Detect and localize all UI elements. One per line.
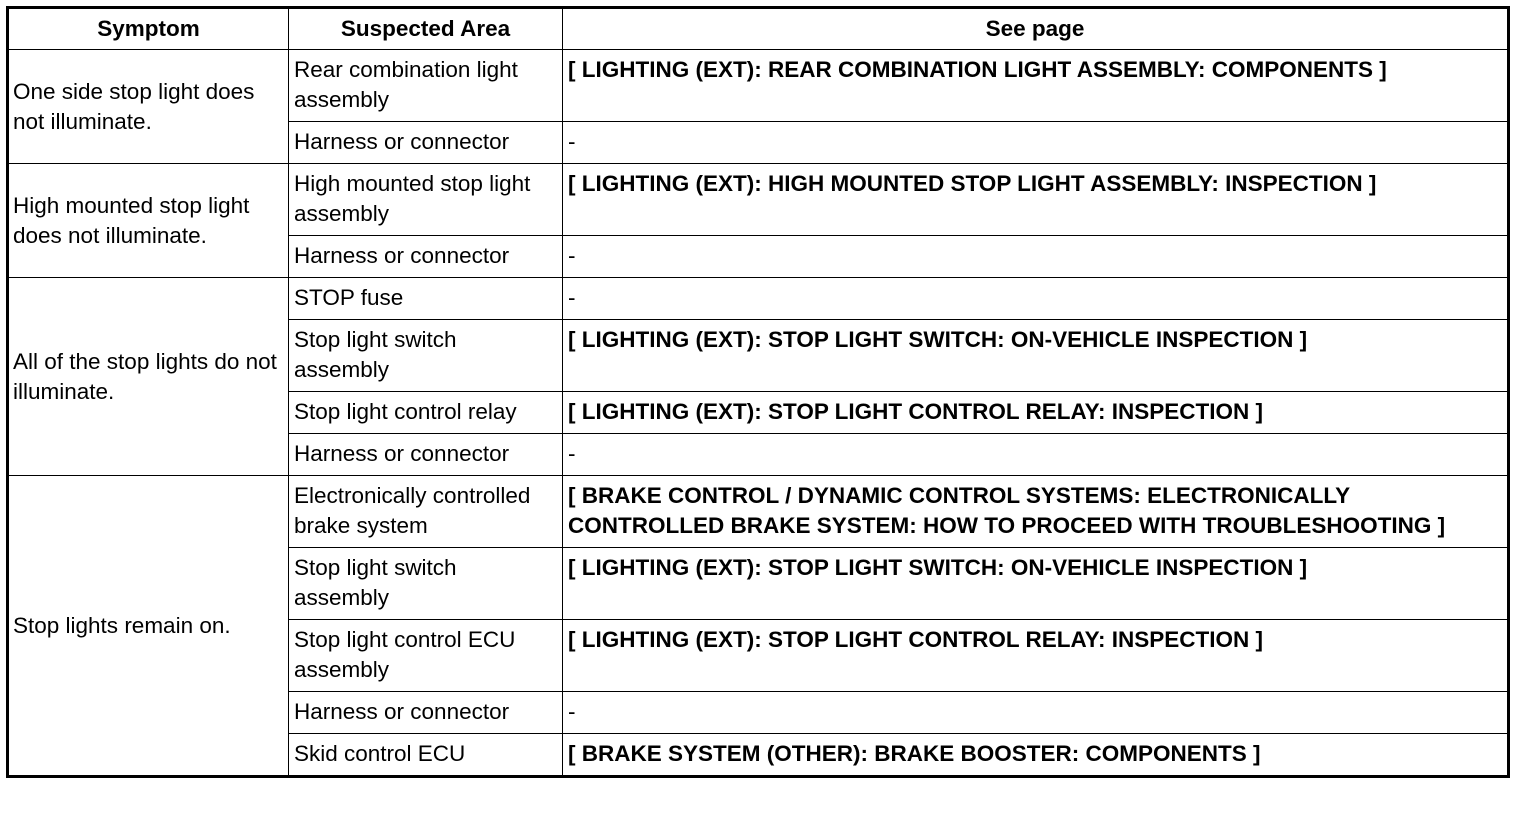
suspected-area-cell: High mounted stop light assembly — [289, 164, 563, 236]
see-page-link[interactable]: [ LIGHTING (EXT): HIGH MOUNTED STOP LIGHT ASSEMBLY: INSPECTION ] — [563, 164, 1509, 236]
see-page-cell: - — [563, 122, 1509, 164]
table-row — [8, 476, 1509, 548]
see-page-cell: - — [563, 278, 1509, 320]
suspected-area-cell: Harness or connector — [289, 122, 563, 164]
symptom-cell: All of the stop lights do not illuminate. — [8, 278, 289, 476]
see-page-cell: - — [563, 692, 1509, 734]
header-row — [8, 8, 1509, 50]
table-body — [8, 50, 1509, 777]
see-page-link[interactable]: [ BRAKE CONTROL / DYNAMIC CONTROL SYSTEMS: ELECTRONICALLY CONTROLLED BRAKE SYSTEM: HOW TO PROCEED WITH TROUBLESHOOTING ] — [563, 476, 1509, 548]
suspected-area-cell: Rear combination light assembly — [289, 50, 563, 122]
see-page-link[interactable]: [ LIGHTING (EXT): STOP LIGHT CONTROL RELAY: INSPECTION ] — [563, 392, 1509, 434]
suspected-area-cell: STOP fuse — [289, 278, 563, 320]
suspected-area-cell: Stop light switch assembly — [289, 320, 563, 392]
symptom-cell: One side stop light does not illuminate. — [8, 50, 289, 164]
table-header — [8, 8, 1509, 50]
suspected-area-cell: Stop light control relay — [289, 392, 563, 434]
header-suspected-area: Suspected Area — [289, 8, 563, 50]
see-page-link[interactable]: [ BRAKE SYSTEM (OTHER): BRAKE BOOSTER: COMPONENTS ] — [563, 734, 1509, 777]
table-row — [8, 278, 1509, 320]
see-page-link[interactable]: [ LIGHTING (EXT): STOP LIGHT SWITCH: ON-VEHICLE INSPECTION ] — [563, 548, 1509, 620]
symptom-cell: High mounted stop light does not illuminate. — [8, 164, 289, 278]
troubleshooting-table — [6, 6, 1510, 778]
suspected-area-cell: Harness or connector — [289, 236, 563, 278]
suspected-area-cell: Electronically controlled brake system — [289, 476, 563, 548]
see-page-cell: - — [563, 434, 1509, 476]
see-page-link[interactable]: [ LIGHTING (EXT): REAR COMBINATION LIGHT ASSEMBLY: COMPONENTS ] — [563, 50, 1509, 122]
suspected-area-cell: Skid control ECU — [289, 734, 563, 777]
see-page-cell: - — [563, 236, 1509, 278]
suspected-area-cell: Harness or connector — [289, 692, 563, 734]
header-symptom: Symptom — [8, 8, 289, 50]
table-row — [8, 164, 1509, 236]
symptom-cell: Stop lights remain on. — [8, 476, 289, 777]
suspected-area-cell: Stop light switch assembly — [289, 548, 563, 620]
suspected-area-cell: Harness or connector — [289, 434, 563, 476]
suspected-area-cell: Stop light control ECU assembly — [289, 620, 563, 692]
see-page-link[interactable]: [ LIGHTING (EXT): STOP LIGHT SWITCH: ON-VEHICLE INSPECTION ] — [563, 320, 1509, 392]
see-page-link[interactable]: [ LIGHTING (EXT): STOP LIGHT CONTROL RELAY: INSPECTION ] — [563, 620, 1509, 692]
header-see-page: See page — [563, 8, 1509, 50]
table-row — [8, 50, 1509, 122]
